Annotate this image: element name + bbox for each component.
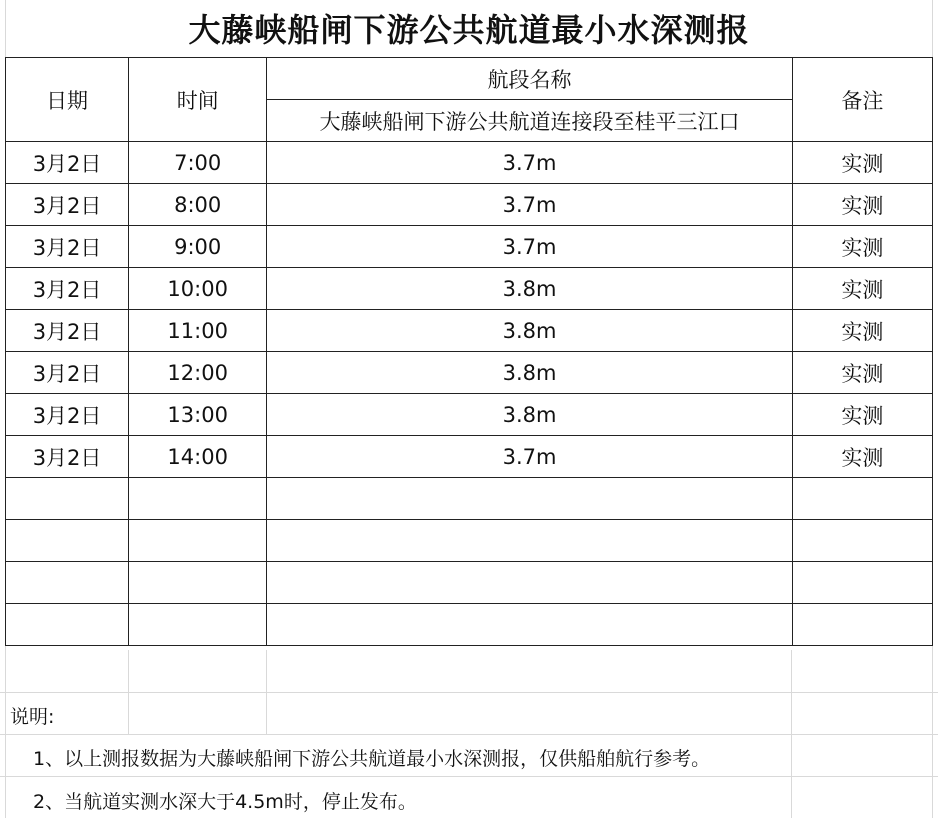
cell-depth[interactable] (267, 604, 793, 646)
header-time[interactable]: 时间 (129, 58, 267, 142)
table-row (6, 352, 933, 394)
cell-date[interactable]: 3月2日 (6, 352, 129, 394)
table-row (6, 226, 933, 268)
cell-time[interactable] (129, 520, 267, 562)
gridline (0, 692, 938, 693)
table-row (6, 436, 933, 478)
table-header-row (6, 58, 933, 100)
header-segment-group[interactable]: 航段名称 (267, 58, 793, 100)
table-body (6, 142, 933, 646)
cell-date[interactable]: 3月2日 (6, 226, 129, 268)
cell-depth[interactable]: 3.7m (267, 436, 793, 478)
cell-depth[interactable]: 3.8m (267, 310, 793, 352)
cell-remark[interactable]: 实测 (792, 268, 932, 310)
note-item-2[interactable]: 2、当航道实测水深大于4.5m时，停止发布。 (33, 791, 417, 813)
cell-remark[interactable]: 实测 (792, 352, 932, 394)
cell-remark[interactable] (792, 604, 932, 646)
cell-date[interactable]: 3月2日 (6, 268, 129, 310)
cell-date[interactable]: 3月2日 (6, 184, 129, 226)
table-row (6, 478, 933, 520)
cell-date[interactable]: 3月2日 (6, 310, 129, 352)
cell-time[interactable] (129, 604, 267, 646)
header-segment-name[interactable]: 大藤峡船闸下游公共航道连接段至桂平三江口 (267, 100, 793, 142)
cell-depth[interactable]: 3.7m (267, 142, 793, 184)
cell-remark[interactable]: 实测 (792, 226, 932, 268)
cell-depth[interactable]: 3.8m (267, 268, 793, 310)
cell-depth[interactable]: 3.7m (267, 226, 793, 268)
table-row (6, 268, 933, 310)
cell-time[interactable]: 13:00 (129, 394, 267, 436)
table-row (6, 310, 933, 352)
cell-date[interactable]: 3月2日 (6, 436, 129, 478)
header-date[interactable]: 日期 (6, 58, 129, 142)
table-row (6, 394, 933, 436)
cell-time[interactable]: 10:00 (129, 268, 267, 310)
gridline (0, 734, 938, 735)
table-row (6, 604, 933, 646)
cell-time[interactable]: 12:00 (129, 352, 267, 394)
cell-time[interactable]: 9:00 (129, 226, 267, 268)
cell-remark[interactable] (792, 520, 932, 562)
cell-remark[interactable] (792, 562, 932, 604)
header-remark[interactable]: 备注 (792, 58, 932, 142)
cell-depth[interactable]: 3.8m (267, 352, 793, 394)
cell-remark[interactable]: 实测 (792, 142, 932, 184)
notes-heading[interactable]: 说明: (10, 706, 55, 728)
depth-report-table (5, 57, 933, 646)
cell-remark[interactable]: 实测 (792, 184, 932, 226)
table-row (6, 562, 933, 604)
table-row (6, 520, 933, 562)
cell-depth[interactable]: 3.7m (267, 184, 793, 226)
cell-depth[interactable]: 3.8m (267, 394, 793, 436)
cell-date[interactable] (6, 478, 129, 520)
cell-date[interactable] (6, 562, 129, 604)
cell-date[interactable] (6, 520, 129, 562)
cell-depth[interactable] (267, 478, 793, 520)
cell-time[interactable]: 8:00 (129, 184, 267, 226)
cell-date[interactable]: 3月2日 (6, 394, 129, 436)
note-item-1[interactable]: 1、以上测报数据为大藤峡船闸下游公共航道最小水深测报，仅供船舶航行参考。 (33, 748, 711, 770)
cell-remark[interactable] (792, 478, 932, 520)
cell-remark[interactable]: 实测 (792, 436, 932, 478)
gridline (0, 776, 938, 777)
cell-time[interactable]: 14:00 (129, 436, 267, 478)
report-title: 大藤峡船闸下游公共航道最小水深测报 (188, 11, 750, 49)
table-row (6, 142, 933, 184)
cell-remark[interactable]: 实测 (792, 394, 932, 436)
cell-time[interactable]: 7:00 (129, 142, 267, 184)
cell-depth[interactable] (267, 520, 793, 562)
cell-time[interactable] (129, 478, 267, 520)
table-row (6, 184, 933, 226)
cell-remark[interactable]: 实测 (792, 310, 932, 352)
cell-date[interactable]: 3月2日 (6, 142, 129, 184)
cell-depth[interactable] (267, 562, 793, 604)
cell-date[interactable] (6, 604, 129, 646)
cell-time[interactable]: 11:00 (129, 310, 267, 352)
cell-time[interactable] (129, 562, 267, 604)
